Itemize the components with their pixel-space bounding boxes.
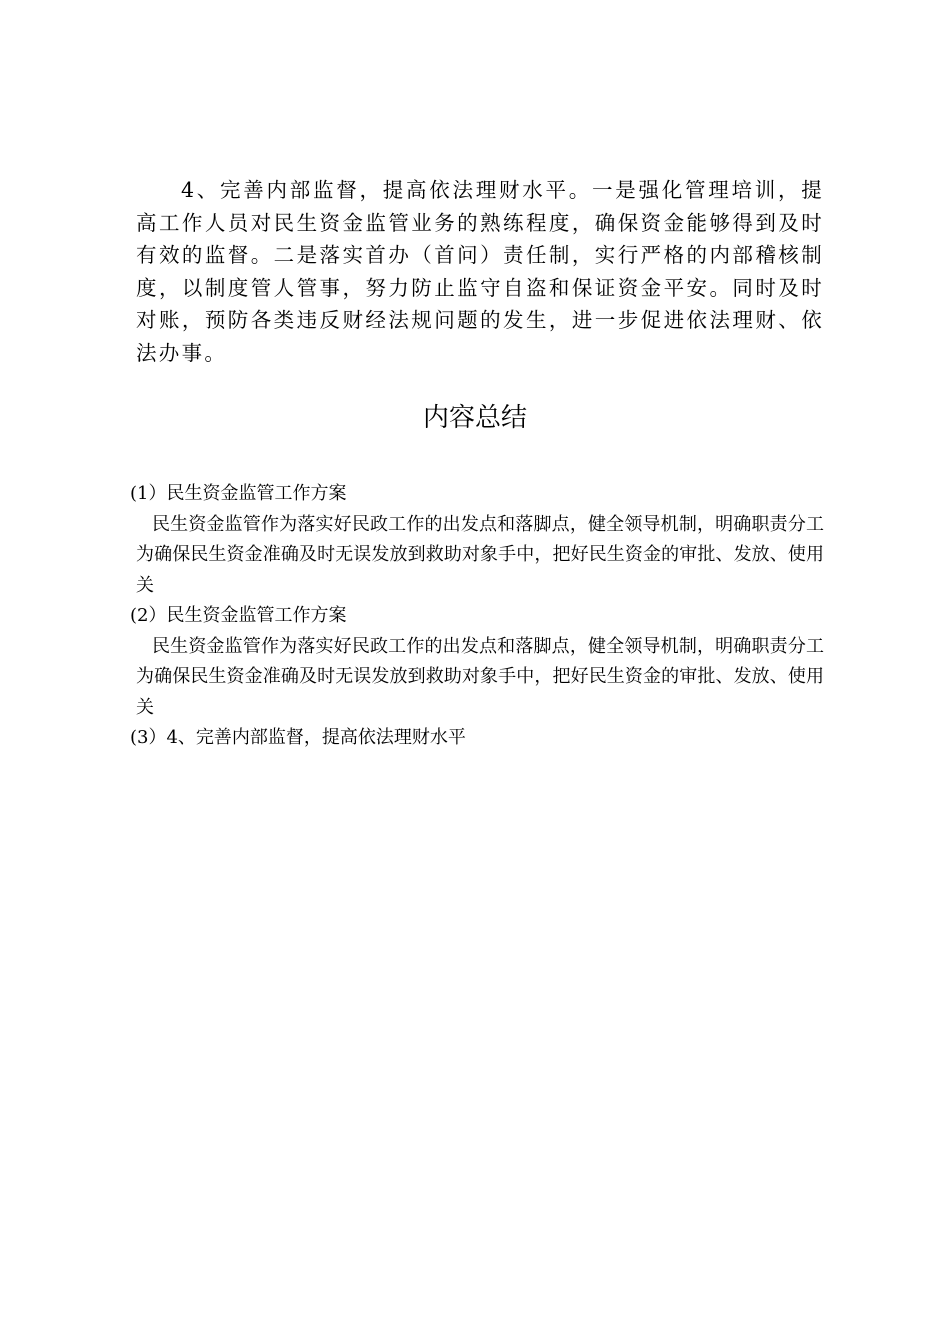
summary-list — [130, 479, 824, 754]
summary-item-body: 民生资金监管作为落实好民政工作的出发点和落脚点，健全领导机制，明确职责分工为确保民生资金准确及时无误发放到救助对象手中，把好民生资金的审批、发放、使用关 — [136, 635, 824, 718]
body-paragraph: 4、完善内部监督，提高依法理财水平。一是强化管理培训，提高工作人员对民生资金监管业务的熟练程度，确保资金能够得到及时有效的监督。二是落实首办（首问）责任制，实行严格的内部稽核制度，以制度管人管事，努力防止监守自盗和保证资金平安。同时及时对账，预防各类违反财经法规问题的发生，进一步促进依法理财、依法办事。 — [136, 178, 824, 365]
summary-item-title: (3）4、完善内部监督，提高依法理财水平 — [130, 727, 466, 748]
summary-item-title: (1）民生资金监管工作方案 — [130, 483, 347, 504]
summary-item-title: (2）民生资金监管工作方案 — [130, 605, 347, 626]
summary-item-body: 民生资金监管作为落实好民政工作的出发点和落脚点，健全领导机制，明确职责分工为确保民生资金准确及时无误发放到救助对象手中，把好民生资金的审批、发放、使用关 — [136, 513, 824, 596]
summary-title: 内容总结 — [422, 403, 527, 433]
